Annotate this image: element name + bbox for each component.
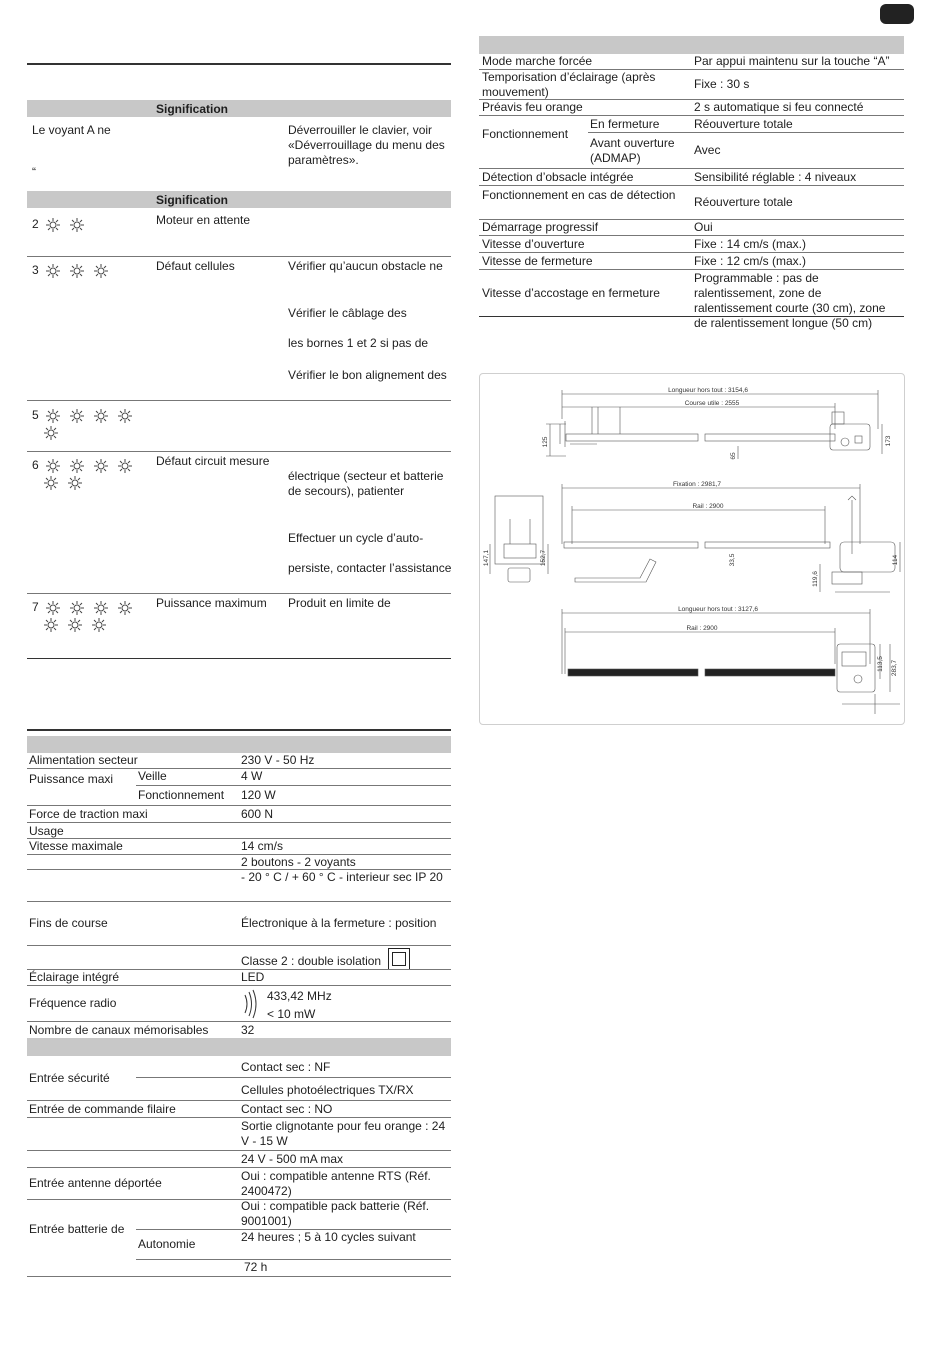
spec-classe-value: Classe 2 : double isolation <box>241 954 382 968</box>
row-divider <box>479 235 904 236</box>
blink-icon <box>88 617 110 633</box>
row-divider <box>27 805 451 806</box>
dim-1196: 119,6 <box>812 571 819 587</box>
spec-eclairage-label: Éclairage intégré <box>29 970 120 984</box>
dim-335: 33,5 <box>729 553 736 567</box>
spec-vitesse-value: 14 cm/s <box>241 839 284 853</box>
radio-wave-icon <box>241 989 261 1019</box>
rt-v-ouv-label: Vitesse d’ouverture <box>482 237 585 251</box>
spec-radio-value-2: < 10 mW <box>267 1007 316 1021</box>
blink-icon <box>90 408 112 424</box>
spec-eclairage-value: LED <box>241 970 265 984</box>
row-divider <box>27 1276 451 1277</box>
rt-fonct-val2: Avec <box>694 143 721 157</box>
spec-boutons-value: 2 boutons - 2 voyants <box>241 855 356 869</box>
spec-temp-value: - 20 ° C / + 60 ° C - interieur sec IP 20 <box>241 870 443 884</box>
blink-icon <box>66 217 88 233</box>
row-divider <box>27 593 451 594</box>
spec-autonomie-label: Autonomie <box>138 1237 196 1251</box>
rt-fonctionnement-label: Fonctionnement <box>482 127 569 141</box>
row-divider <box>479 168 904 169</box>
code-count-6: 6 <box>32 458 39 472</box>
voyant-row-col1: Le voyant A ne <box>32 123 111 137</box>
row-divider <box>479 185 904 186</box>
specs-table-header <box>27 736 451 753</box>
rt-detection-value: Sensibilité réglable : 4 niveaux <box>694 170 857 184</box>
dim-65: 65 <box>730 452 737 460</box>
table-end-rule <box>479 316 904 317</box>
section-rule-specs <box>27 729 451 731</box>
row-divider <box>27 1117 451 1118</box>
spec-securite-label: Entrée sécurité <box>29 1071 110 1085</box>
spec-autonomie-value: 24 heures ; 5 à 10 cycles suivant <box>241 1230 416 1244</box>
code-row-3-indicator <box>32 262 114 279</box>
spec-clignotante-value: Sortie clignotante pour feu orange : 24 V - 15 W <box>241 1119 446 1148</box>
dim-114: 114 <box>892 554 899 566</box>
code-row-3-action-2: Vérifier le câblage des <box>288 306 407 320</box>
row-divider <box>136 785 451 786</box>
blink-icon <box>64 617 86 633</box>
double-insulation-icon <box>388 948 410 970</box>
rt-v-ferm-value: Fixe : 12 cm/s (max.) <box>694 254 807 268</box>
spec-alim24-value: 24 V - 500 mA max <box>241 1152 344 1166</box>
dim-147: 147,1 <box>483 549 490 567</box>
rt-tempo-value: Fixe : 30 s <box>694 77 750 91</box>
voyant-table-header <box>27 100 451 117</box>
blink-icon <box>114 458 136 474</box>
dim-rail-1: Rail : 2900 <box>692 503 724 510</box>
rt-demarrage-value: Oui <box>694 220 713 234</box>
spec-veille-label: Veille <box>138 769 167 783</box>
dimension-drawing <box>480 374 902 722</box>
voyant-row-action: Déverrouiller le clavier, voir «Déverrouillage du menu des paramètres». <box>288 123 445 167</box>
rt-demarrage-label: Démarrage progressif <box>482 220 599 234</box>
row-divider <box>27 400 451 401</box>
blink-icon <box>40 425 62 441</box>
code-row-6-action-1: électrique (secteur et batterie de secours), patienter <box>288 469 444 498</box>
rt-v-ouv-value: Fixe : 14 cm/s (max.) <box>694 237 807 251</box>
code-count-3: 3 <box>32 263 39 277</box>
spec-batterie-label: Entrée batterie de <box>29 1222 125 1236</box>
code-header-label: Signification <box>156 193 228 207</box>
spec-force-label: Force de traction maxi <box>29 807 148 821</box>
spec-securite-value-2: Cellules photoélectriques TX/RX <box>241 1083 414 1097</box>
spec-fonct-label: Fonctionnement <box>138 788 225 802</box>
table-end-rule <box>27 658 451 659</box>
code-row-2-indicator <box>32 216 90 233</box>
row-divider <box>27 854 451 855</box>
section-rule-top <box>27 63 451 65</box>
code-row-6-label: Défaut circuit mesure <box>156 454 270 468</box>
blink-icon <box>66 408 88 424</box>
row-divider <box>27 1021 451 1022</box>
spec-radio-label: Fréquence radio <box>29 996 117 1010</box>
blink-icon <box>42 263 64 279</box>
row-divider <box>136 1259 451 1260</box>
row-divider <box>588 132 904 133</box>
spec-batterie-value: Oui : compatible pack batterie (Réf. 9001001) <box>241 1199 430 1228</box>
row-divider <box>27 451 451 452</box>
spec-canaux-label: Nombre de canaux mémorisables <box>29 1023 209 1037</box>
voyant-header-label: Signification <box>156 102 228 116</box>
rt-preavis-label: Préavis feu orange <box>482 100 583 114</box>
blink-icon <box>66 458 88 474</box>
row-divider <box>27 945 451 946</box>
blink-icon <box>66 600 88 616</box>
dim-fixation: Fixation : 2981,7 <box>672 481 722 488</box>
blink-icon <box>90 263 112 279</box>
spec-securite-value-1: Contact sec : NF <box>241 1060 331 1074</box>
rt-tempo-label: Temporisation d’éclairage (après mouvement) <box>482 70 656 99</box>
row-divider <box>479 269 904 270</box>
code-row-3-action-4: Vérifier le bon alignement des <box>288 368 447 382</box>
row-divider <box>479 115 904 116</box>
code-row-5-indicator <box>32 407 147 441</box>
blink-icon <box>40 617 62 633</box>
spec-antenne-value: Oui : compatible antenne RTS (Réf. 2400472) <box>241 1169 431 1198</box>
row-divider <box>479 252 904 253</box>
row-divider <box>27 1100 451 1101</box>
code-row-3-action-1: Vérifier qu’aucun obstacle ne <box>288 259 443 273</box>
code-row-3-action-3: les bornes 1 et 2 si pas de <box>288 336 429 350</box>
spec-usage-label: Usage <box>29 824 64 838</box>
dim-2837: 283,7 <box>891 659 898 677</box>
rt-marche-label: Mode marche forcée <box>482 54 593 68</box>
dim-course: Course utile : 2555 <box>684 400 740 407</box>
dim-173: 173 <box>885 435 892 447</box>
rt-accostage-label: Vitesse d’accostage en fermeture <box>482 286 660 300</box>
blink-icon <box>66 263 88 279</box>
spec-puissance-label: Puissance maxi <box>29 772 114 786</box>
rt-fonct-sub2: Avant ouverture (ADMAP) <box>590 136 675 165</box>
row-divider <box>27 768 451 769</box>
spec-filaire-label: Entrée de commande filaire <box>29 1102 176 1116</box>
blink-icon <box>90 458 112 474</box>
blink-icon <box>64 475 86 491</box>
code-row-7-indicator <box>32 599 147 633</box>
blink-icon <box>40 475 62 491</box>
rt-detection-label: Détection d’obsacle intégrée <box>482 170 634 184</box>
code-row-3-label: Défaut cellules <box>156 259 235 273</box>
row-divider <box>27 1167 451 1168</box>
rt-v-ferm-label: Vitesse de fermeture <box>482 254 593 268</box>
spec-radio-value-1: 433,42 MHz <box>267 989 332 1003</box>
right-table-header <box>479 36 904 54</box>
spec-antenne-label: Entrée antenne déportée <box>29 1176 162 1190</box>
spec-filaire-value: Contact sec : NO <box>241 1102 333 1116</box>
blink-icon <box>90 600 112 616</box>
row-divider <box>27 901 451 902</box>
code-table-header <box>27 191 451 208</box>
dim-125: 125 <box>542 436 549 448</box>
spec-charge-value: 72 h <box>244 1260 268 1274</box>
spec-alimentation-value: 230 V - 50 Hz <box>241 753 315 767</box>
code-row-6-action-2: Effectuer un cycle d’auto- <box>288 531 424 545</box>
page-number-badge <box>880 4 914 24</box>
rt-fonct-detect-label: Fonctionnement en cas de détection <box>482 188 676 202</box>
code-row-2-label: Moteur en attente <box>156 213 251 227</box>
blink-icon <box>114 600 136 616</box>
code-count-7: 7 <box>32 600 39 614</box>
blink-icon <box>42 458 64 474</box>
row-divider <box>27 985 451 986</box>
row-divider <box>136 1077 451 1078</box>
rt-accostage-value: Programmable : pas de ralentissement, zone de ralentissement courte (30 cm), zone de ralentissement longue (50 cm) <box>694 271 886 330</box>
rt-marche-value: Par appui maintenu sur la touche “A” <box>694 54 890 68</box>
rt-fonct-sub1: En fermeture <box>590 117 660 131</box>
dim-152: 152,7 <box>540 549 547 567</box>
code-row-6-indicator <box>32 457 147 491</box>
spec-fins-label: Fins de course <box>29 916 108 930</box>
rt-fonct-detect-value: Réouverture totale <box>694 195 793 209</box>
blink-icon <box>42 217 64 233</box>
spec-canaux-value: 32 <box>241 1023 255 1037</box>
rt-preavis-value: 2 s automatique si feu connecté <box>694 100 864 114</box>
dim-rail-2: Rail : 2900 <box>686 625 718 632</box>
blink-icon <box>42 600 64 616</box>
code-row-7-label: Puissance maximum <box>156 596 267 610</box>
spec-fonct-value: 120 W <box>241 788 276 802</box>
spec-veille-value: 4 W <box>241 769 263 783</box>
spec-fins-value: Électronique à la fermeture : position <box>241 916 437 930</box>
code-row-7-action-1: Produit en limite de <box>288 596 391 610</box>
code-count-5: 5 <box>32 408 39 422</box>
specs-section-header <box>27 1038 451 1056</box>
spec-force-value: 600 N <box>241 807 274 821</box>
dim-longueur-1: Longueur hors tout : 3154,6 <box>668 387 748 394</box>
rt-fonct-val1: Réouverture totale <box>694 117 793 131</box>
dim-longueur-2: Longueur hors tout : 3127,6 <box>678 606 758 613</box>
voyant-row-note: “ <box>32 165 36 179</box>
spec-vitesse-label: Vitesse maximale <box>29 839 123 853</box>
code-count-2: 2 <box>32 217 39 231</box>
spec-alimentation-label: Alimentation secteur <box>29 753 138 767</box>
row-divider <box>27 256 451 257</box>
dim-1135: 113,5 <box>877 656 884 672</box>
blink-icon <box>114 408 136 424</box>
blink-icon <box>42 408 64 424</box>
code-row-6-action-3: persiste, contacter l’assistance <box>288 561 452 575</box>
row-divider <box>27 1150 451 1151</box>
row-divider <box>27 822 451 823</box>
